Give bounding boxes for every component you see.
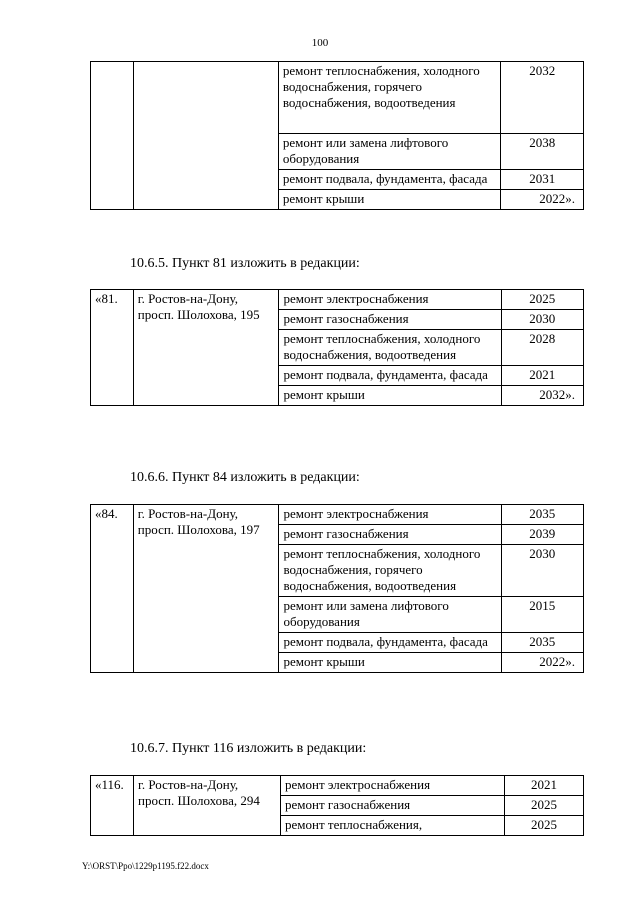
cell-work: ремонт крыши <box>279 653 501 673</box>
table-item-81 <box>90 289 584 406</box>
cell-work: ремонт теплоснабжения, <box>281 816 505 836</box>
table-item-84 <box>90 504 584 673</box>
cell-year: 2021 <box>501 366 583 386</box>
cell-year: 2021 <box>505 776 584 796</box>
cell-work: ремонт подвала, фундамента, фасада <box>279 633 501 653</box>
footer-file-path: Y:\ORST\Ppo\1229p1195.f22.docx <box>82 861 209 871</box>
cell-work: ремонт теплоснабжения, холодного водоснабжения, горячего водоснабжения, водоотведения <box>279 545 501 597</box>
cell-work: ремонт электроснабжения <box>281 776 505 796</box>
cell-num: «116. <box>91 776 134 836</box>
cell-work: ремонт подвала, фундамента, фасада <box>279 366 501 386</box>
cell-work: ремонт или замена лифтового оборудования <box>278 134 501 170</box>
cell-work: ремонт теплоснабжения, холодного водоснабжения, горячего водоснабжения, водоотведения <box>278 62 501 134</box>
table-continuation <box>90 61 584 210</box>
table-row <box>91 505 584 525</box>
instruction-116: 10.6.7. Пункт 116 изложить в редакции: <box>130 741 367 756</box>
cell-year: 2025 <box>505 816 584 836</box>
cell-year: 2032 <box>501 62 584 134</box>
cell-year: 2022». <box>501 190 584 210</box>
cell-work: ремонт крыши <box>279 386 501 406</box>
cell-work: ремонт газоснабжения <box>279 525 501 545</box>
page-number: 100 <box>311 37 329 49</box>
cell-year: 2035 <box>501 633 583 653</box>
cell-work: ремонт крыши <box>278 190 501 210</box>
cell-num: «81. <box>91 290 134 406</box>
cell-work: ремонт газоснабжения <box>279 310 501 330</box>
table-item-116 <box>90 775 584 836</box>
cell-year: 2028 <box>501 330 583 366</box>
cell-year: 2039 <box>501 525 583 545</box>
cell-num <box>91 62 134 210</box>
cell-year: 2030 <box>501 545 583 597</box>
cell-work: ремонт теплоснабжения, холодного водоснабжения, водоотведения <box>279 330 501 366</box>
cell-year: 2022». <box>501 653 583 673</box>
cell-num: «84. <box>91 505 134 673</box>
cell-address <box>133 62 278 210</box>
instruction-81: 10.6.5. Пункт 81 изложить в редакции: <box>130 256 360 271</box>
cell-year: 2025 <box>505 796 584 816</box>
table-row <box>91 776 584 796</box>
table-row <box>91 290 584 310</box>
cell-year: 2035 <box>501 505 583 525</box>
cell-year: 2025 <box>501 290 583 310</box>
cell-year: 2038 <box>501 134 584 170</box>
table-row <box>91 62 584 134</box>
cell-work: ремонт электроснабжения <box>279 290 501 310</box>
cell-year: 2032». <box>501 386 583 406</box>
instruction-84: 10.6.6. Пункт 84 изложить в редакции: <box>130 470 360 485</box>
cell-address: г. Ростов-на-Дону, просп. Шолохова, 195 <box>133 290 279 406</box>
cell-year: 2015 <box>501 597 583 633</box>
cell-work: ремонт газоснабжения <box>281 796 505 816</box>
cell-address: г. Ростов-на-Дону, просп. Шолохова, 197 <box>133 505 279 673</box>
cell-work: ремонт или замена лифтового оборудования <box>279 597 501 633</box>
cell-address: г. Ростов-на-Дону, просп. Шолохова, 294 <box>134 776 281 836</box>
cell-year: 2030 <box>501 310 583 330</box>
cell-work: ремонт электроснабжения <box>279 505 501 525</box>
cell-work: ремонт подвала, фундамента, фасада <box>278 170 501 190</box>
cell-year: 2031 <box>501 170 584 190</box>
